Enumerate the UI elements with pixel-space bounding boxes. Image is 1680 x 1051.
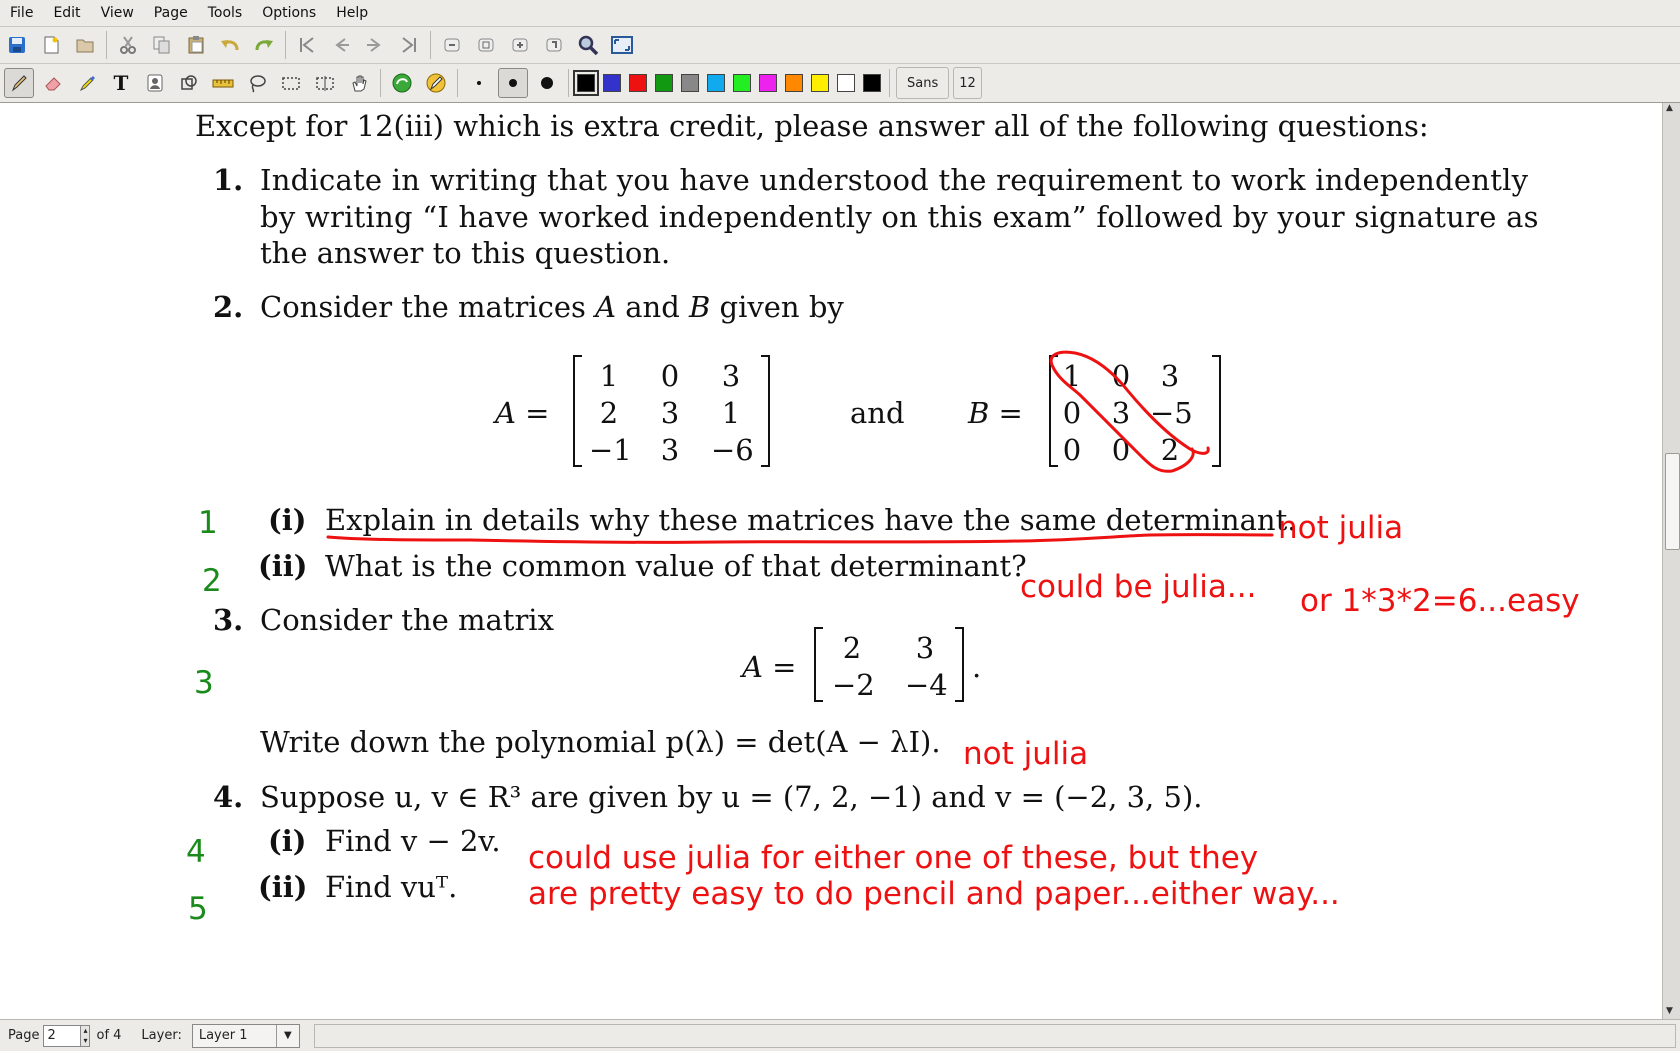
menu-edit[interactable]: Edit — [53, 5, 81, 21]
red-note-not-julia-1: not julia — [1278, 510, 1404, 546]
color-swatch[interactable] — [759, 74, 777, 92]
matrix-cell: 3 — [660, 433, 680, 467]
page-label: Page — [8, 1028, 40, 1043]
matrix-cell: 0 — [1111, 359, 1131, 393]
q4-part-ii-text: Find vuᵀ. — [325, 870, 458, 904]
matrix-cell: 2 — [599, 396, 619, 430]
status-message-area — [314, 1024, 1676, 1048]
matrix-cell: −1 — [589, 433, 632, 467]
color-swatch[interactable] — [655, 74, 673, 92]
chevron-down-icon[interactable]: ▼ — [276, 1025, 299, 1047]
matrix-cell: 0 — [1062, 396, 1082, 430]
first-page-icon[interactable] — [292, 30, 322, 60]
drawing-toolbar — [0, 64, 1680, 103]
hand-tool-icon[interactable] — [344, 68, 374, 98]
color-swatch[interactable] — [811, 74, 829, 92]
zoom-out-icon[interactable] — [437, 30, 467, 60]
red-note-either-line-2: are pretty easy to do pencil and paper...either way... — [528, 876, 1340, 912]
page-number-input[interactable]: 2 — [43, 1025, 81, 1047]
q2-and: and — [616, 290, 690, 324]
green-annotation-1: 1 — [198, 505, 218, 541]
copy-icon[interactable] — [147, 30, 177, 60]
redo-icon[interactable] — [249, 30, 279, 60]
new-page-icon[interactable] — [36, 30, 66, 60]
toolbar-separator — [285, 31, 286, 59]
matrix-cell: 2 — [842, 631, 862, 665]
shape-recognizer-icon[interactable] — [174, 68, 204, 98]
green-annotation-4: 4 — [186, 834, 206, 870]
color-swatch[interactable] — [733, 74, 751, 92]
toolbar-separator — [457, 69, 458, 97]
red-note-either-line-1: could use julia for either one of these, but they — [528, 840, 1259, 876]
color-swatch[interactable] — [707, 74, 725, 92]
scrollbar-thumb[interactable] — [1665, 453, 1680, 550]
text-tool-icon[interactable]: T — [113, 71, 129, 95]
matrix-cell: 3 — [915, 631, 935, 665]
default-tool-icon[interactable] — [387, 68, 417, 98]
toolbar-separator — [106, 31, 107, 59]
zoom-100-icon[interactable] — [471, 30, 501, 60]
q4-part-i-text: Find v − 2v. — [325, 824, 501, 858]
green-annotation-2: 2 — [202, 563, 222, 599]
color-swatch[interactable] — [863, 74, 881, 92]
default-pen-icon[interactable] — [421, 68, 451, 98]
vertical-scrollbar[interactable] — [1662, 103, 1680, 1019]
menu-options[interactable]: Options — [262, 5, 317, 21]
rect-select-icon[interactable] — [276, 68, 306, 98]
last-page-icon[interactable] — [394, 30, 424, 60]
red-note-not-julia-2: not julia — [963, 736, 1089, 772]
font-size-button[interactable]: 12 — [953, 67, 982, 99]
paste-icon[interactable] — [181, 30, 211, 60]
question-1-line-3: the answer to this question. — [260, 236, 671, 270]
color-swatch[interactable] — [577, 74, 595, 92]
q2-part-i-text: Explain in details why these matrices have the same determinant. — [325, 503, 1297, 537]
color-swatch[interactable] — [629, 74, 647, 92]
lasso-select-icon[interactable] — [242, 68, 272, 98]
matrix-cell: 3 — [1111, 396, 1131, 430]
red-note-could-be-julia: could be julia... — [1020, 569, 1257, 605]
q4-part-ii-label: (ii) — [258, 870, 308, 904]
color-palette — [573, 74, 885, 92]
menu-page[interactable]: Page — [153, 5, 188, 21]
matrix-cell: 0 — [1062, 433, 1082, 467]
matrix-b-label: B = — [968, 396, 1023, 430]
next-page-icon[interactable] — [360, 30, 390, 60]
page-canvas[interactable] — [0, 103, 1662, 1019]
ruler-tool-icon[interactable] — [208, 68, 238, 98]
green-annotation-5: 5 — [188, 891, 208, 927]
layer-select[interactable] — [192, 1024, 300, 1048]
main-toolbar — [0, 27, 1680, 64]
question-1-line-2: by writing “I have worked independently on this exam” followed by your signature as — [260, 200, 1539, 234]
underline-stroke — [328, 535, 1272, 543]
zoom-width-icon[interactable] — [539, 30, 569, 60]
diagonal-circle-stroke — [1051, 352, 1208, 471]
matrix-cell: 0 — [1111, 433, 1131, 467]
matrix-cell: 3 — [1160, 359, 1180, 393]
vertical-space-icon[interactable] — [310, 68, 340, 98]
q2-var-b: B — [689, 290, 711, 324]
green-annotation-3: 3 — [194, 665, 214, 701]
thickness-thick-icon[interactable] — [532, 68, 562, 98]
red-note-easy: or 1*3*2=6...easy — [1300, 583, 1580, 619]
menubar — [0, 0, 1680, 27]
menu-tools[interactable]: Tools — [207, 5, 243, 21]
q2-part-i-label: (i) — [268, 503, 307, 537]
matrix-cell: −6 — [711, 433, 754, 467]
page-spinner-icon[interactable]: ▴ ▾ — [80, 1025, 90, 1047]
menu-file[interactable]: File — [10, 5, 34, 21]
previous-page-icon[interactable] — [326, 30, 356, 60]
q2-part-ii-label: (ii) — [258, 549, 308, 583]
matrix-cell: 1 — [599, 359, 619, 393]
scroll-down-icon[interactable]: ▼ — [1666, 1006, 1673, 1016]
toolbar-separator — [380, 69, 381, 97]
matrix-cell: −2 — [832, 668, 875, 702]
matrix-cell: −5 — [1150, 396, 1193, 430]
question-1-number: 1. — [213, 163, 244, 197]
q2-text-before: Consider the matrices — [260, 290, 596, 324]
font-name-button[interactable]: Sans — [896, 67, 949, 99]
zoom-fit-icon[interactable] — [573, 30, 603, 60]
q3-matrix-period: . — [972, 650, 982, 684]
matrix-cell: 1 — [1062, 359, 1082, 393]
cut-icon[interactable] — [113, 30, 143, 60]
layer-label: Layer: — [141, 1028, 182, 1043]
save-icon[interactable] — [2, 30, 32, 60]
question-3-number: 3. — [213, 603, 244, 637]
red-pen-strokes — [0, 103, 1662, 1019]
question-3-text: Consider the matrix — [260, 603, 554, 637]
matrix-a-label: A = — [495, 396, 550, 430]
thickness-fine-icon[interactable] — [464, 68, 494, 98]
q3-polynomial-text: Write down the polynomial p(λ) = det(A − λI). — [260, 725, 941, 759]
pen-tool-icon[interactable] — [4, 68, 34, 98]
matrix-cell: −4 — [905, 668, 948, 702]
question-4-number: 4. — [213, 780, 244, 814]
fullscreen-icon[interactable] — [607, 30, 637, 60]
zoom-in-icon[interactable] — [505, 30, 535, 60]
intro-text: Except for 12(iii) which is extra credit, please answer all of the following questions: — [195, 109, 1429, 143]
color-swatch[interactable] — [603, 74, 621, 92]
statusbar — [0, 1019, 1680, 1051]
page-count: of 4 — [96, 1028, 122, 1043]
menu-view[interactable]: View — [100, 5, 134, 21]
open-folder-icon[interactable] — [70, 30, 100, 60]
matrix-cell: 1 — [721, 396, 741, 430]
question-1-line-1: Indicate in writing that you have understood the requirement to work independently — [260, 163, 1529, 197]
question-4-text: Suppose u, v ∈ R³ are given by u = (7, 2, −1) and v = (−2, 3, 5). — [260, 780, 1203, 814]
matrices-and: and — [850, 396, 905, 430]
thickness-medium-icon[interactable] — [498, 68, 528, 98]
matrix-cell: 3 — [721, 359, 741, 393]
toolbar-separator — [568, 69, 569, 97]
highlighter-tool-icon[interactable] — [72, 68, 102, 98]
q2-text-after: given by — [710, 290, 844, 324]
q2-part-ii-text: What is the common value of that determinant? — [325, 549, 1027, 583]
menu-help[interactable]: Help — [336, 5, 369, 21]
undo-icon[interactable] — [215, 30, 245, 60]
color-swatch[interactable] — [837, 74, 855, 92]
toolbar-separator — [430, 31, 431, 59]
layer-select-value: Layer 1 — [198, 1028, 248, 1043]
question-2-number: 2. — [213, 290, 244, 324]
color-swatch[interactable] — [785, 74, 803, 92]
matrix-cell: 0 — [660, 359, 680, 393]
matrix-cell: 3 — [660, 396, 680, 430]
image-tool-icon[interactable] — [140, 68, 170, 98]
eraser-tool-icon[interactable] — [38, 68, 68, 98]
scroll-up-icon[interactable]: ▲ — [1666, 103, 1673, 113]
color-swatch[interactable] — [681, 74, 699, 92]
toolbar-separator — [889, 69, 890, 97]
q2-var-a: A — [595, 290, 617, 324]
q4-part-i-label: (i) — [268, 824, 307, 858]
matrix-cell: 2 — [1160, 433, 1180, 467]
q3-matrix-label: A = — [742, 650, 797, 684]
